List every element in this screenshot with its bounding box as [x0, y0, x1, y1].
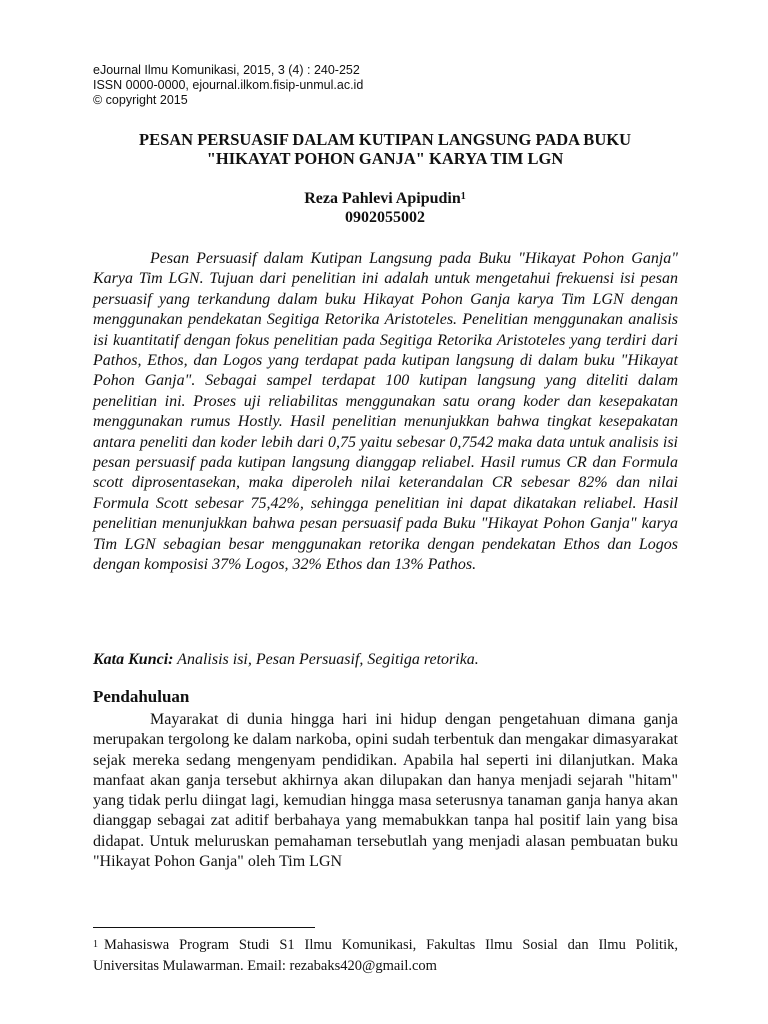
journal-citation: eJournal Ilmu Komunikasi, 2015, 3 (4) : 240-252: [93, 63, 360, 77]
journal-issn: ISSN 0000-0000, ejournal.ilkom.fisip-unmul.ac.id: [93, 78, 364, 92]
footnote-mark: 1: [93, 939, 98, 950]
footnote-text: Mahasiswa Program Studi S1 Ilmu Komunikasi, Fakultas Ilmu Sosial dan Ilmu Politik, Universitas Mulawarman. Email: rezabaks420@gmail.com: [93, 937, 678, 974]
abstract-text: Pesan Persuasif dalam Kutipan Langsung pada Buku "Hikayat Pohon Ganja" Karya Tim LGN. Tujuan dari penelitian ini adalah untuk mengetahui frekuensi isi pesan persuasif yang terkandung dalam buku Hikayat Pohon Ganja karya Tim LGN dengan menggunakan pendekatan Segitiga Retorika Aristoteles. Penelitian menggunakan analisis isi kuantitatif dengan fokus penelitian pada Segitiga Retorika Aristoteles yang terdiri dari Pathos, Ethos, dan Logos yang terdapat pada kutipan langsung di dalam buku "Hikayat Pohon Ganja". Sebagai sampel terdapat 100 kutipan langsung yang diteliti dalam penelitian ini. Proses uji reliabilitas menggunakan satu orang koder dan kesepakatan menggunakan rumus Hostly. Hasil penelitian menunjukkan bahwa tingkat kesepakatan antara peneliti dan koder lebih dari 0,75 yaitu sebesar 0,7542 maka data untuk analisis isi pesan persuasif pada kutipan langsung dianggap reliabel. Hasil rumus CR dan Formula scott diprosentasekan, maka diperoleh nilai keterandalan CR sebesar 82% dan nilai Formula Scott sebesar 75,42%, sehingga penelitian ini dapat dikatakan reliabel. Hasil penelitian menunjukkan bahwa pesan persuasif pada Buku "Hikayat Pohon Ganja" karya Tim LGN sebagian besar menggunakan retorika dengan pendekatan Ethos dan Logos dengan komposisi 37% Logos, 32% Ethos dan 13% Pathos.: [93, 250, 678, 574]
author-block: [80, 189, 690, 227]
author-name-line: [80, 189, 690, 208]
footnote-divider: [93, 927, 315, 928]
keywords: [93, 650, 678, 670]
keywords-label: Kata Kunci:: [93, 651, 174, 668]
paper-title-line-2: "HIKAYAT POHON GANJA" KARYA TIM LGN: [206, 149, 564, 168]
author-name: Reza Pahlevi Apipudin: [304, 190, 461, 207]
journal-copyright: © copyright 2015: [93, 93, 188, 107]
paper-title: [80, 130, 690, 168]
paper-title-line-1: PESAN PERSUASIF DALAM KUTIPAN LANGSUNG PADA BUKU: [139, 130, 631, 149]
journal-header: [93, 63, 363, 108]
author-footnote-mark: 1: [460, 191, 466, 202]
author-id: 0902055002: [345, 209, 425, 226]
section-heading: Pendahuluan: [93, 687, 190, 706]
intro-paragraph: Mayarakat di dunia hingga hari ini hidup dengan pengetahuan dimana ganja merupakan tergolong ke dalam narkoba, opini sudah terbentuk dan mengakar dimasyarakat sejak mereka sedang mengenyam pendidikan. Apabila hal seperti ini dilanjutkan. Maka manfaat akan ganja tersebut akhirnya akan dilupakan dan hanya menjadi sejarah "hitam" yang tidak perlu diingat lagi, kemudian hingga masa seterusnya tanaman ganja hanya akan dianggap sebagai zat aditif berbahaya yang memabukkan tanpa hal positif lain yang bisa didapat. Untuk meluruskan pemahaman tersebutlah yang menjadi alasan pembuatan buku "Hikayat Pohon Ganja" oleh Tim LGN: [93, 711, 678, 871]
footnote: [93, 935, 678, 977]
keywords-text: Analisis isi, Pesan Persuasif, Segitiga retorika.: [173, 651, 479, 668]
